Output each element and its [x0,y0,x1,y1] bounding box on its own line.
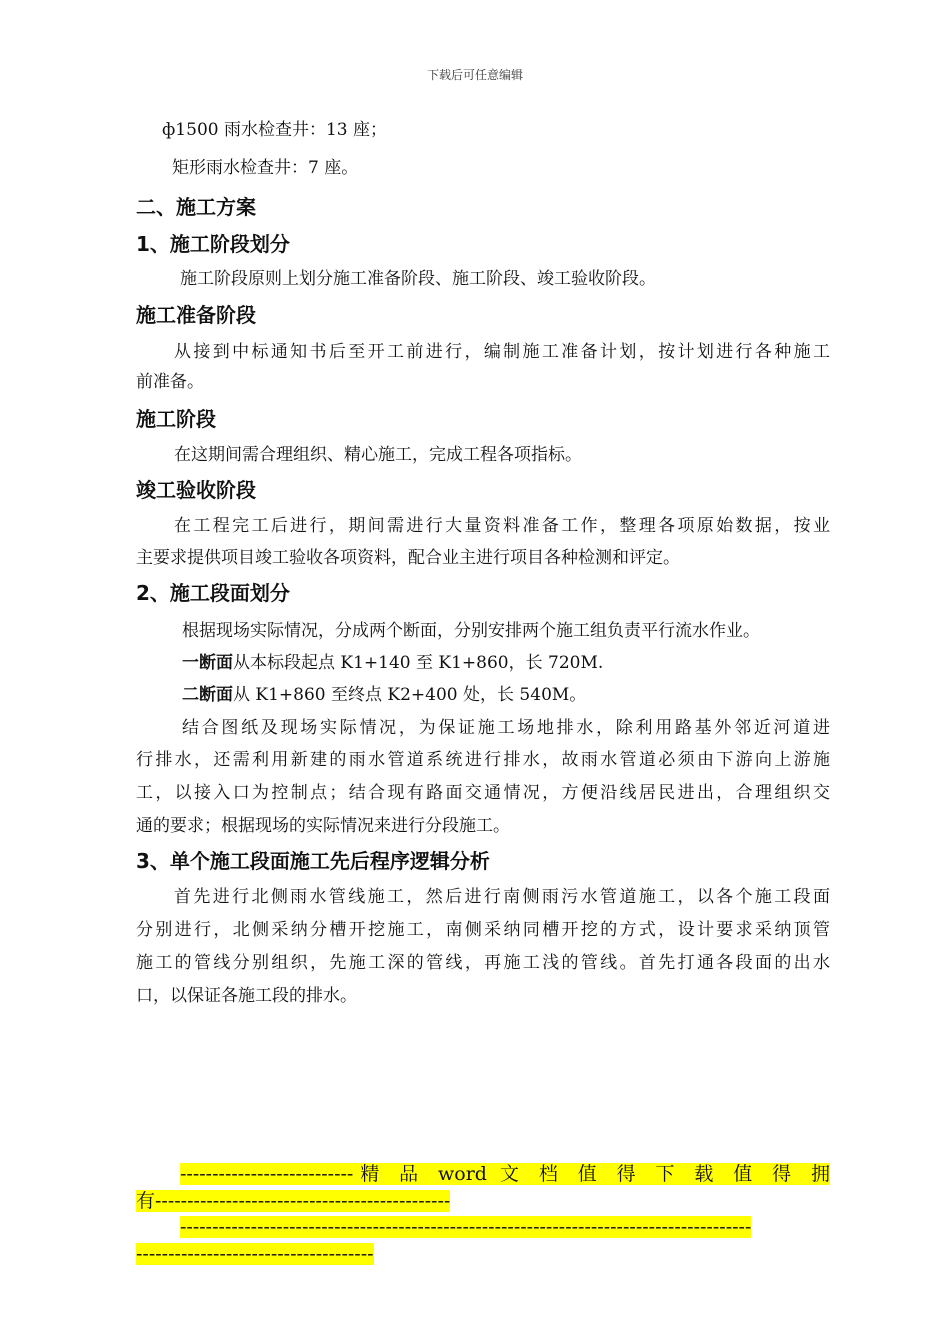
section-two-text: 从 K1+860 至终点 K2+400 处，长 540M。 [233,685,587,705]
paragraph-preparation-2: 前准备。 [136,372,204,392]
footer-banner-line-4 [136,1240,830,1268]
footer-banner-line-3 [180,1213,830,1241]
footer-banner-text-1: ---------------------------精 品 word 文 档 值 得 下 载 值 得 拥 [180,1163,830,1185]
heading-preparation: 施工准备阶段 [136,303,256,327]
paragraph-drainage-1: 结合图纸及现场实际情况，为保证施工场地排水，除利用路基外邻近河道进 [182,718,830,738]
heading-stage-division: 1、施工阶段划分 [136,232,290,256]
footer-banner-line-1 [180,1160,830,1188]
section-one-label: 一断面 [182,653,233,673]
footer-banner-line-2 [136,1187,830,1215]
paragraph-drainage-3: 工，以接入口为控制点；结合现有路面交通情况，方便沿线居民进出，合理组织交 [136,783,830,803]
paragraph-acceptance-2: 主要求提供项目竣工验收各项资料，配合业主进行项目各种检测和评定。 [136,548,680,568]
manhole-round-line: ф1500 雨水检查井：13 座； [162,120,388,140]
section-two-line [182,679,876,711]
paragraph-drainage-4: 通的要求；根据现场的实际情况来进行分段施工。 [136,816,510,836]
heading-acceptance: 竣工验收阶段 [136,478,256,502]
paragraph-construction-stage: 在这期间需合理组织、精心施工，完成工程各项指标。 [174,445,582,465]
paragraph-sequence-3: 施工的管线分别组织，先施工深的管线，再施工浅的管线。首先打通各段面的出水 [136,953,830,973]
page-header: 下载后可任意编辑 [426,68,523,82]
paragraph-sequence-1: 首先进行北侧雨水管线施工，然后进行南侧雨污水管道施工，以各个施工段面 [174,887,830,907]
paragraph-drainage-2: 行排水，还需利用新建的雨水管道系统进行排水，故雨水管道必须由下游向上游施 [136,750,830,770]
footer-banner-text-3: ----------------------------------------------------------------------------------------- [180,1216,752,1238]
section-one-text: 从本标段起点 K1+140 至 K1+860，长 720M. [233,653,604,673]
footer-banner-text-2: 有---------------------------------------------- [136,1190,451,1212]
section-two-label: 二断面 [182,685,233,705]
section-one-line [182,647,876,679]
paragraph-section-division: 根据现场实际情况，分成两个断面，分别安排两个施工组负责平行流水作业。 [182,621,760,641]
paragraph-stage-division: 施工阶段原则上划分施工准备阶段、施工阶段、竣工验收阶段。 [180,269,656,289]
manhole-rect-line: 矩形雨水检查井：7 座。 [172,158,359,178]
paragraph-sequence-2: 分别进行，北侧采纳分槽开挖施工，南侧采纳同槽开挖的方式，设计要求采纳顶管 [136,920,830,940]
heading-section-division: 2、施工段面划分 [136,581,290,605]
heading-construction-stage: 施工阶段 [136,407,216,431]
footer-banner-text-4: ------------------------------------- [136,1243,374,1265]
paragraph-sequence-4: 口，以保证各施工段的排水。 [136,986,357,1006]
heading-sequence-analysis: 3、单个施工段面施工先后程序逻辑分析 [136,849,490,873]
paragraph-preparation-1: 从接到中标通知书后至开工前进行，编制施工准备计划，按计划进行各种施工 [174,342,830,362]
paragraph-acceptance-1: 在工程完工后进行，期间需进行大量资料准备工作，整理各项原始数据，按业 [174,516,830,536]
section-heading-plan: 二、施工方案 [136,195,256,219]
